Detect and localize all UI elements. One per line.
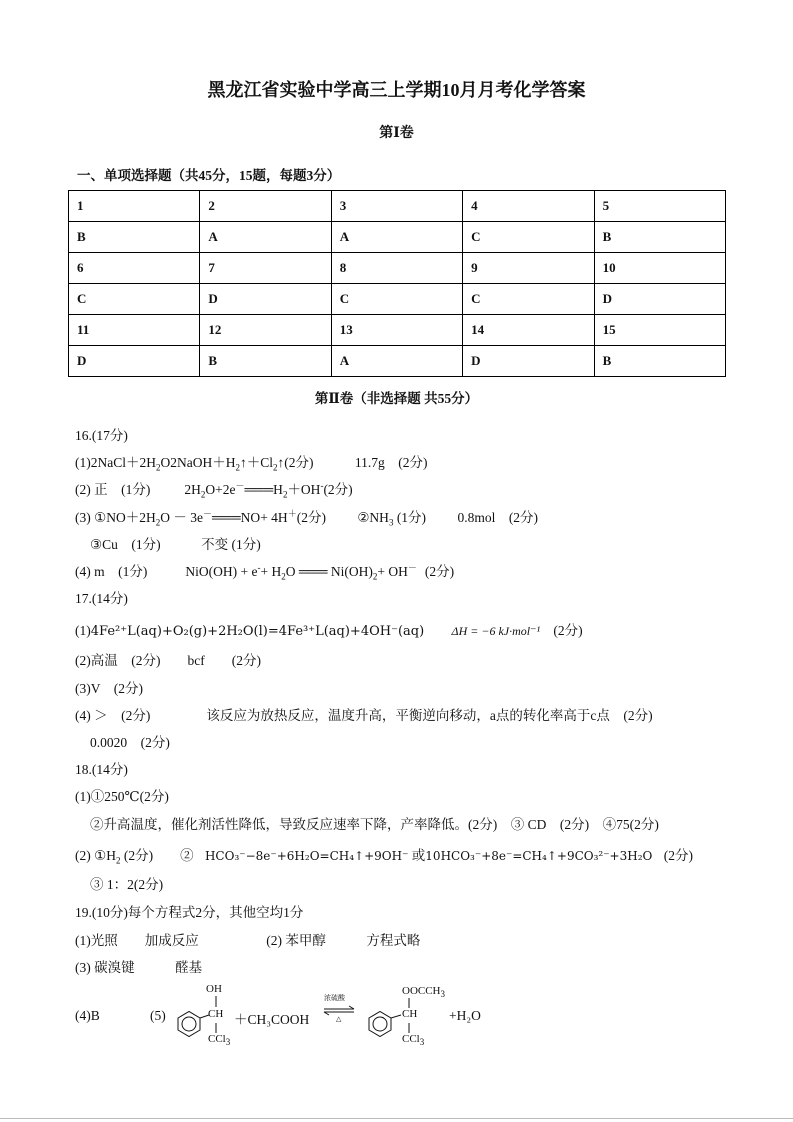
question-number-cell: 1	[69, 191, 200, 222]
q17-line-1: (1)4Fe²⁺L(aq)+O₂(g)+2H₂O(l)=4Fe³⁺L(aq)+4OH⁻(aq) ΔH = −6 kJ·mol⁻¹ (2分)	[75, 623, 583, 639]
q17-heading: 17.(14分)	[75, 591, 128, 606]
question-number-cell: 11	[69, 315, 200, 346]
answer-cell: D	[200, 284, 331, 315]
question-number-cell: 13	[331, 315, 462, 346]
q16-line-3: (3) $①NO+2H_2O$ － 3e－═══NO+ 4H＋(2分) $②NH_3$ (1分) 0.8mol (2分)	[75, 508, 539, 528]
q19-line-1: (1)光照 加成反应 (2) 苯甲醇 方程式略	[75, 933, 421, 948]
answer-cell: B	[594, 346, 725, 377]
q17-enthalpy: ΔH = −6 kJ·mol⁻¹	[451, 624, 541, 638]
q17-line-5: 0.0020 (2分)	[90, 735, 170, 750]
q16-line-4: ③Cu (1分) 不变 (1分)	[90, 537, 261, 552]
answer-cell: C	[69, 284, 200, 315]
answer-cell: D	[463, 346, 594, 377]
answer-row	[69, 284, 726, 315]
answer-cell: B	[69, 222, 200, 253]
section-one-heading: 一、单项选择题（共45分，15题，每题3分）	[77, 168, 341, 183]
question-number-cell: 4	[463, 191, 594, 222]
question-number-cell: 5	[594, 191, 725, 222]
answer-cell: B	[594, 222, 725, 253]
question-number-cell: 9	[463, 253, 594, 284]
q16-line-1: $(1)2NaCl+2H_2O2NaOH+H_2↑+Cl_2↑(2$分) 11.7g (2分)	[75, 455, 428, 473]
q17-equation: 4Fe²⁺L(aq)+O₂(g)+2H₂O(l)=4Fe³⁺L(aq)+4OH⁻(aq)	[90, 624, 425, 639]
q19-line-2: (3) 碳溴键 醛基	[75, 960, 203, 975]
q16-heading: 16.(17分)	[75, 428, 128, 443]
q18-heading: 18.(14分)	[75, 762, 128, 777]
question-number-row	[69, 315, 726, 346]
question-number-cell: 6	[69, 253, 200, 284]
q19-answer-5-label: (5)	[150, 1008, 166, 1023]
question-number-cell: 15	[594, 315, 725, 346]
q18-line-2: ②升高温度，催化剂活性降低，导致反应速率下降，产率降低。(2分) ③ CD (2分) ④75(2分)	[90, 817, 659, 832]
answer-cell: C	[331, 284, 462, 315]
q18-line-3: (2) $①H_2$ (2分) ② HCO₃⁻−8e⁻+6H₂O=CH₄↑+9OH⁻ 或10HCO₃⁻+8e⁻=CH₄↑+9CO₃²⁻+3H₂O (2分)	[75, 848, 693, 866]
question-number-row	[69, 191, 726, 222]
question-number-cell: 3	[331, 191, 462, 222]
question-number-cell: 7	[200, 253, 331, 284]
question-number-cell: 12	[200, 315, 331, 346]
question-number-cell: 8	[331, 253, 462, 284]
product-structure: $OOCCH_3$ CH CCl$_3$	[366, 982, 456, 1048]
reaction-arrow: 浓硫酸 △	[322, 993, 358, 1023]
q16-line-2: (2) 正 (1分) $2H_2O+2e^-═══H_2+OH^-(2$分)	[75, 480, 353, 500]
question-number-cell: 2	[200, 191, 331, 222]
q19-answer-4: (4)B	[75, 1008, 100, 1023]
answer-cell: B	[200, 346, 331, 377]
answer-cell: C	[463, 284, 594, 315]
question-number-cell: 14	[463, 315, 594, 346]
answer-cell: D	[594, 284, 725, 315]
reaction-condition: 浓硫酸	[324, 994, 345, 1002]
q17-line-2: (2)高温 (2分) bcf (2分)	[75, 653, 261, 668]
product-water: +H₂O	[449, 1008, 481, 1023]
q18-equation-1: HCO₃⁻−8e⁻+6H₂O=CH₄↑+9OH⁻	[204, 849, 409, 863]
q17-line-3: (3)V (2分)	[75, 681, 143, 696]
q17-line-4: (4) ＞ (2分) 该反应为放热反应，温度升高，平衡逆向移动，a点的转化率高于c点 (2分)	[75, 708, 653, 723]
part-two-heading: 第Ⅱ卷（非选择题 共55分）	[314, 391, 479, 406]
reagent-text: ＋CH₃COOH	[234, 1012, 310, 1027]
q18-line-1: (1)①250℃(2分)	[75, 789, 169, 804]
part-one-heading: 第Ⅰ卷	[379, 126, 414, 141]
answer-table	[68, 190, 726, 377]
answer-row	[69, 346, 726, 377]
page-title: 黑龙江省实验中学高三上学期10月月考化学答案	[207, 80, 586, 100]
answer-cell: A	[331, 222, 462, 253]
q16-line-5: (4) m (1分) $NiO(OH) + e^-+ H_2O$ ═══ $Ni(OH)_2+ OH^-$ (2分)	[75, 562, 455, 582]
reactant-structure: OH CH CCl$_3$	[166, 982, 236, 1048]
answer-cell: D	[69, 346, 200, 377]
answer-row	[69, 222, 726, 253]
answer-cell: C	[463, 222, 594, 253]
question-number-row	[69, 253, 726, 284]
q18-line-4: ③ 1：2(2分)	[90, 877, 164, 892]
q18-equation-2: 10HCO₃⁻+8e⁻=CH₄↑+9CO₃²⁻+3H₂O	[425, 849, 653, 863]
answer-cell: A	[200, 222, 331, 253]
answer-cell: A	[331, 346, 462, 377]
question-number-cell: 10	[594, 253, 725, 284]
page-bottom-rule	[0, 1118, 793, 1119]
q19-heading: 19.(10分)每个方程式2分，其他空均1分	[75, 905, 304, 920]
